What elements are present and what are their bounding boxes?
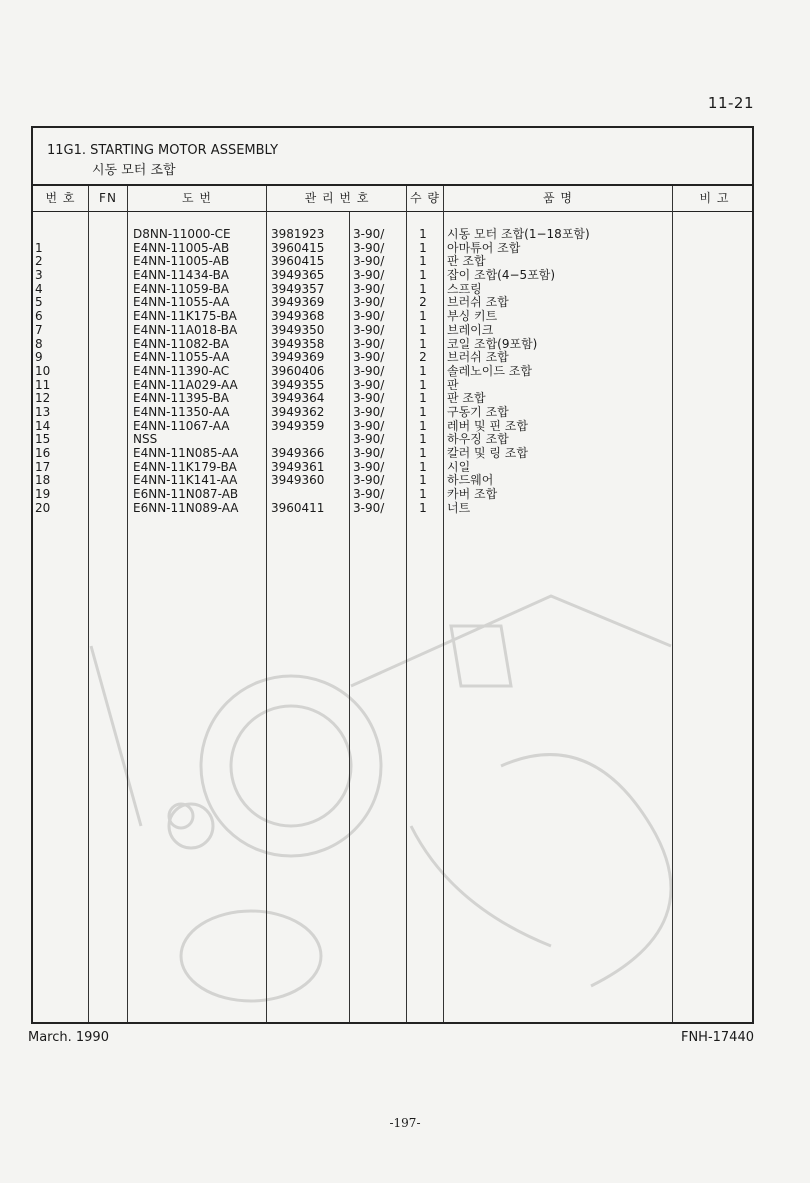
table-row [33,269,752,283]
management-code: 3-90/ [353,391,385,406]
part-number: E4NN-11K175-BA [133,309,237,324]
part-name: 칼러 및 링 조합 [447,446,528,460]
management-number: 3960406 [271,363,325,378]
item-number: 15 [35,432,51,447]
item-number: 8 [35,336,43,351]
part-number: E4NN-11059-BA [133,281,230,296]
part-name: 하드웨어 [447,473,494,488]
header-remark: 비 고 [699,191,730,205]
header-part-no: 도 번 [182,191,212,205]
management-code: 3-90/ [353,350,385,365]
header-qty: 수 량 [410,191,440,205]
management-code: 3-90/ [353,240,385,255]
table-row [33,296,752,310]
header-name: 품 명 [543,191,573,205]
management-code: 3-90/ [353,322,385,337]
management-code: 3-90/ [353,404,385,419]
management-number: 3949362 [271,404,325,419]
management-number: 3949369 [271,295,325,310]
part-number: E4NN-11082-BA [133,336,230,351]
table-row [33,365,752,379]
management-code: 3-90/ [353,500,385,515]
table-row [33,228,752,242]
footer-doc-number: FNH-17440 [680,1030,754,1045]
management-code: 3-90/ [353,432,385,447]
management-code: 3-90/ [353,336,385,351]
management-code: 3-90/ [353,281,385,296]
footer-date: March. 1990 [28,1030,109,1045]
quantity: 1 [419,473,427,488]
quantity: 1 [419,240,427,255]
management-code: 3-90/ [353,473,385,488]
item-number: 18 [35,473,51,488]
item-number: 2 [35,254,43,269]
item-number: 12 [35,391,51,406]
quantity: 1 [419,363,427,378]
part-name: 레버 및 핀 조합 [447,418,528,433]
part-number: E6NN-11N087-AB [133,487,239,502]
quantity: 1 [419,446,427,460]
management-code: 3-90/ [353,295,385,310]
management-number: 3949357 [271,281,325,296]
management-number: 3960415 [271,240,325,255]
quantity: 1 [419,254,427,269]
part-name: 시동 모터 조합(1−18포함) [447,227,590,241]
part-number: E4NN-11395-BA [133,391,230,406]
quantity: 1 [419,459,427,474]
management-number: 3949364 [271,391,325,406]
table-row [33,406,752,420]
part-number: E4NN-11K141-AA [133,473,238,488]
header-mgmt-no: 관 리 번 호 [304,191,370,205]
part-number: E4NN-11434-BA [133,268,230,283]
table-row [33,392,752,406]
management-number: 3949361 [271,459,325,474]
quantity: 1 [419,268,427,283]
quantity: 1 [419,391,427,406]
part-number: D8NN-11000-CE [133,227,231,241]
table-row [33,433,752,447]
parts-list-frame [31,126,754,1024]
item-number: 11 [35,377,51,392]
part-number: E4NN-11390-AC [133,363,230,378]
management-number: 3949366 [271,446,325,460]
table-row [33,461,752,475]
part-number: E4NN-11005-AB [133,254,230,269]
item-number: 5 [35,295,43,310]
header-fn: FN [99,191,117,205]
item-number: 1 [35,240,43,255]
quantity: 1 [419,309,427,324]
table-row [33,447,752,461]
part-name: 너트 [447,500,471,515]
management-code: 3-90/ [353,363,385,378]
part-name: 아마튜어 조합 [447,240,521,255]
part-number: E4NN-11350-AA [133,404,230,419]
part-number: E4NN-11A018-BA [133,322,238,337]
part-number: E4NN-11N085-AA [133,446,239,460]
management-code: 3-90/ [353,309,385,324]
part-name: 하우징 조합 [447,432,509,447]
quantity: 1 [419,432,427,447]
item-number: 13 [35,404,51,419]
management-number: 3949360 [271,473,325,488]
quantity: 1 [419,500,427,515]
management-number: 3949355 [271,377,325,392]
quantity: 2 [419,350,427,365]
part-number: E4NN-11005-AB [133,240,230,255]
item-number: 14 [35,418,51,433]
item-number: 4 [35,281,43,296]
item-number: 10 [35,363,51,378]
management-code: 3-90/ [353,268,385,283]
part-name: 구동기 조합 [447,404,509,419]
part-name: 브레이크 [447,322,494,337]
item-number: 19 [35,487,51,502]
management-number: 3949368 [271,309,325,324]
part-number: E4NN-11A029-AA [133,377,238,392]
page-number-top: 11-21 [707,94,754,112]
part-name: 시일 [447,459,471,474]
part-number: E6NN-11N089-AA [133,500,239,515]
management-number: 3949365 [271,268,325,283]
management-code: 3-90/ [353,254,385,269]
part-name: 솔레노이드 조합 [447,363,532,378]
part-name: 스프링 [447,281,482,296]
part-name: 브러쉬 조합 [447,350,509,365]
table-row [33,242,752,256]
table-row [33,283,752,297]
management-code: 3-90/ [353,227,385,241]
part-name: 판 [447,377,459,392]
table-header [33,186,752,212]
management-number: 3949358 [271,336,325,351]
header-no: 번 호 [45,191,76,205]
management-number: 3960415 [271,254,325,269]
parts-table-body [33,228,752,515]
management-number: 3960411 [271,500,325,515]
part-number: E4NN-11055-AA [133,350,230,365]
item-number: 9 [35,350,43,365]
part-number: NSS [133,432,158,447]
quantity: 1 [419,336,427,351]
title-korean: 시동 모터 조합 [92,163,176,178]
table-row [33,255,752,269]
management-number: 3949350 [271,322,325,337]
management-code: 3-90/ [353,487,385,502]
management-number: 3949369 [271,350,325,365]
quantity: 1 [419,227,427,241]
part-number: E4NN-11067-AA [133,418,230,433]
part-name: 판 조합 [447,391,486,406]
management-code: 3-90/ [353,459,385,474]
management-code: 3-90/ [353,418,385,433]
title-english: 11G1. STARTING MOTOR ASSEMBLY [47,143,279,158]
quantity: 1 [419,377,427,392]
table-row [33,351,752,365]
table-row [33,502,752,516]
table-row [33,338,752,352]
item-number: 16 [35,446,51,460]
part-name: 카버 조합 [447,487,498,502]
table-row [33,324,752,338]
management-code: 3-90/ [353,446,385,460]
part-name: 판 조합 [447,254,486,269]
item-number: 20 [35,500,51,515]
management-code: 3-90/ [353,377,385,392]
table-row [33,420,752,434]
management-number: 3949359 [271,418,325,433]
part-name: 브러쉬 조합 [447,295,509,310]
part-number: E4NN-11055-AA [133,295,230,310]
part-name: 부싱 키트 [447,309,498,324]
part-name: 잡이 조합(4−5포함) [447,268,556,283]
quantity: 1 [419,404,427,419]
table-row [33,488,752,502]
part-number: E4NN-11K179-BA [133,459,237,474]
table-row [33,474,752,488]
quantity: 1 [419,281,427,296]
table-row [33,310,752,324]
item-number: 17 [35,459,51,474]
part-name: 코일 조합(9포함) [447,336,538,351]
quantity: 1 [419,418,427,433]
title-block [33,128,752,186]
quantity: 1 [419,487,427,502]
page-number-bottom: -197- [389,1116,421,1130]
item-number: 3 [35,268,43,283]
quantity: 1 [419,322,427,337]
quantity: 2 [419,295,427,310]
item-number: 7 [35,322,43,337]
table-row [33,379,752,393]
item-number: 6 [35,309,43,324]
management-number: 3981923 [271,227,325,241]
